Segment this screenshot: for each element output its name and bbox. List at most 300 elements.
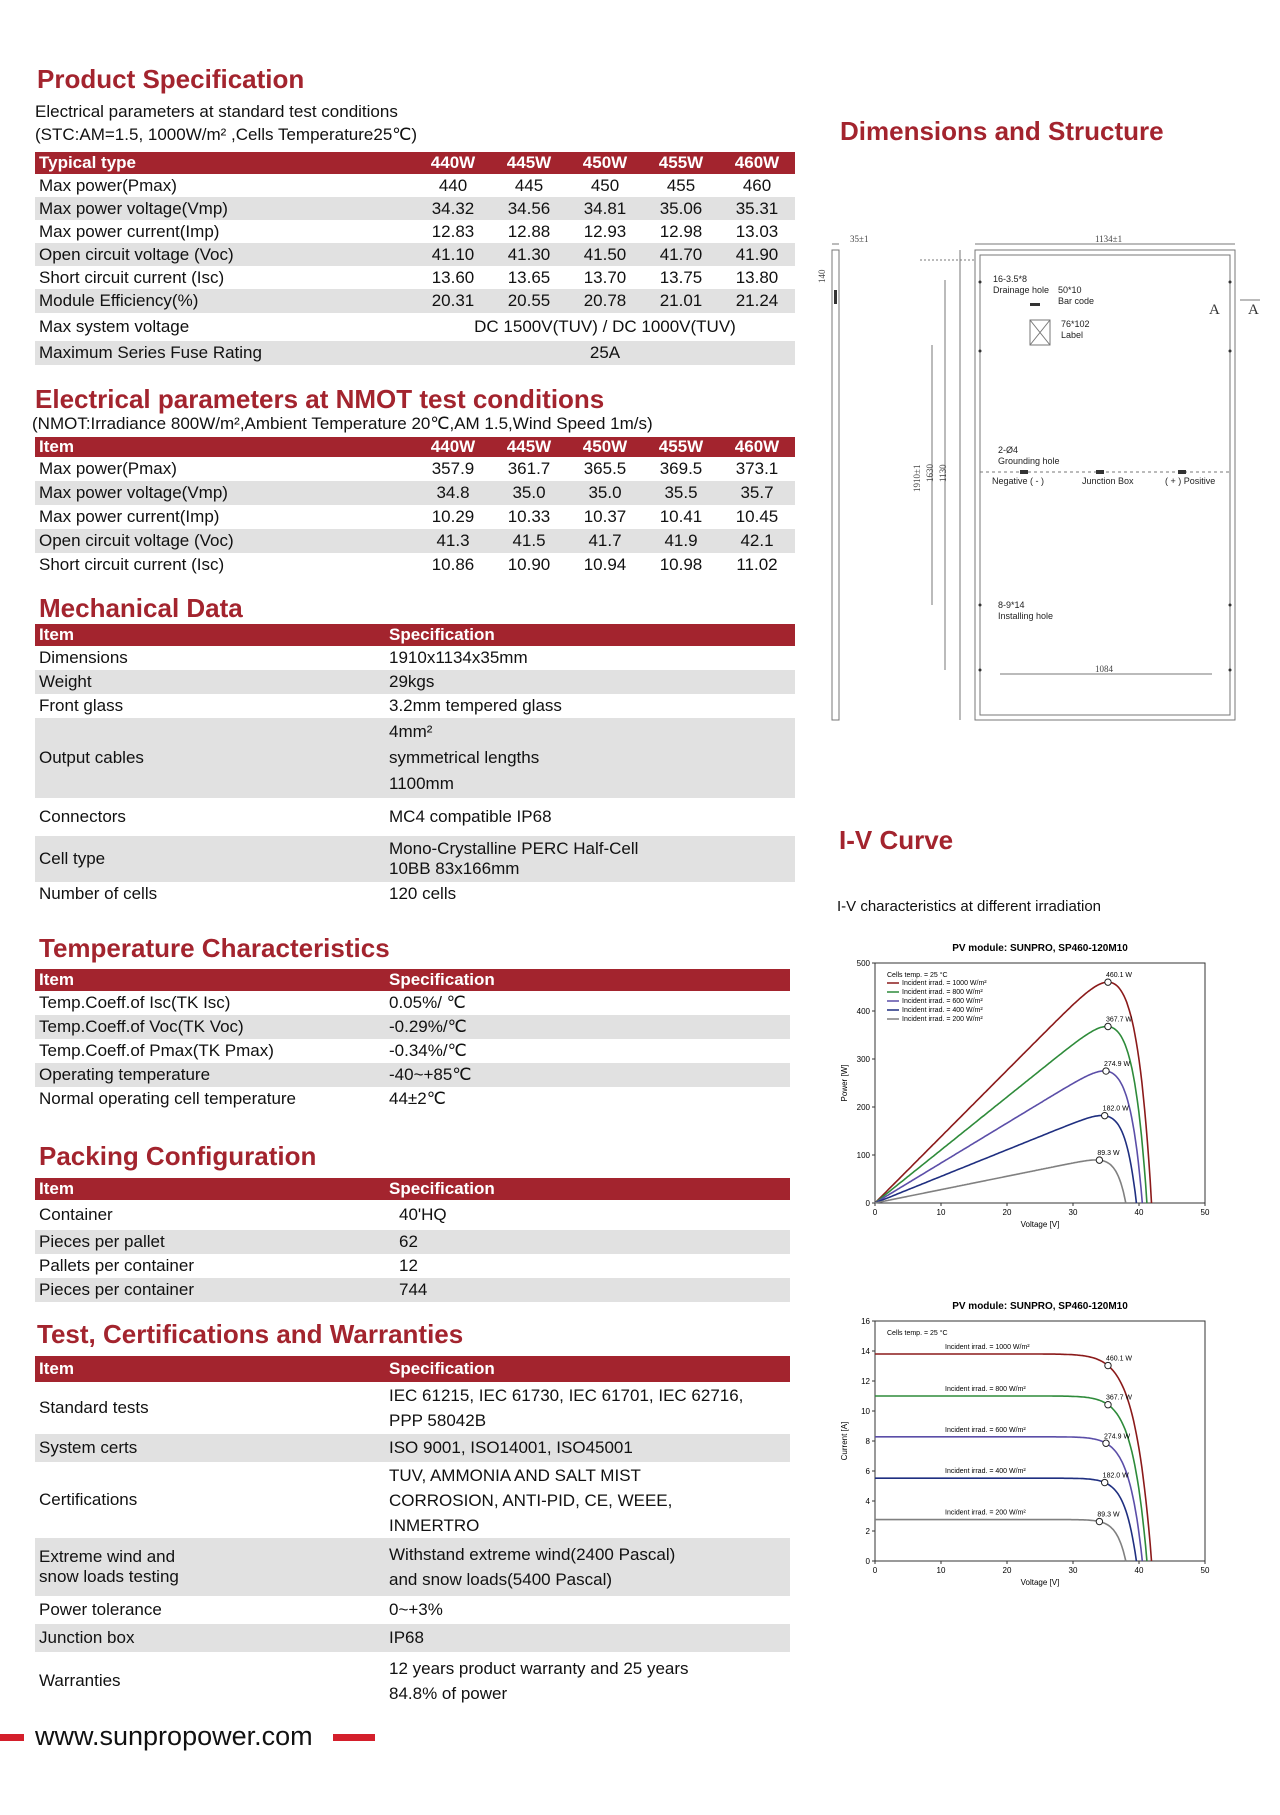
pack-value: 744: [385, 1278, 790, 1302]
nmot-label: Short circuit current (Isc): [39, 555, 225, 574]
section-a-left: A: [1209, 302, 1220, 318]
nmot-value: 41.7: [567, 529, 643, 553]
mpp-label: 460.1 W: [1105, 1355, 1133, 1363]
y-tick-label: 0: [865, 1557, 870, 1566]
legend-entry: Incident irrad. = 200 W/m²: [902, 1016, 983, 1023]
install-spec: 8-9*14: [998, 600, 1025, 610]
nmot-header-cell: 450W: [567, 437, 643, 457]
tests-label-line: System certs: [39, 1438, 138, 1457]
nmot-value: 365.5: [583, 459, 627, 478]
stc-header-cell: 440W: [415, 152, 491, 174]
mpp-point: [1096, 1518, 1102, 1524]
tests-label: [35, 1538, 385, 1596]
barcode-mark: [1030, 303, 1040, 306]
x-tick-label: 10: [936, 1566, 946, 1575]
mpp-label: 89.3 W: [1097, 1150, 1120, 1158]
negative-label: Negative ( - ): [992, 476, 1045, 486]
mechanical-table: [35, 624, 795, 906]
tests-value-line: IEC 61215, IEC 61730, IEC 61701, IEC 62716,: [389, 1386, 744, 1405]
footer-url[interactable]: www.sunpropower.com: [35, 1721, 313, 1751]
mech-label: Connectors: [39, 807, 126, 826]
legend-entry: Incident irrad. = 1000 W/m²: [902, 980, 987, 987]
temp-value: 0.05%/ ℃: [389, 993, 466, 1012]
pack-header-cell: Item: [35, 1178, 385, 1200]
temp-value: -40~+85℃: [385, 1063, 790, 1087]
series-label: Incident irrad. = 200 W/m²: [945, 1509, 1026, 1517]
mech-value-line: 29kgs: [389, 672, 435, 691]
mech-value: [385, 694, 795, 718]
mech-value-line: symmetrical lengths: [389, 748, 540, 767]
system-voltage-value: DC 1500V(TUV) / DC 1000V(TUV): [474, 317, 736, 336]
x-axis-label: Voltage [V]: [1020, 1220, 1060, 1229]
nmot-value: 41.5: [491, 529, 567, 553]
barcode-label: Bar code: [1058, 296, 1095, 306]
mpp-point: [1105, 1362, 1111, 1368]
nmot-value: 11.02: [736, 555, 778, 574]
mpp-point: [1103, 1068, 1109, 1074]
stc-header-cell: 445W: [491, 152, 567, 174]
nmot-header-item: Item: [35, 437, 415, 457]
stc-value: 35.06: [643, 197, 719, 220]
chart-title: PV module: SUNPRO, SP460-120M10: [952, 943, 1128, 954]
drain-label: Drainage hole: [993, 285, 1050, 295]
series-label: Incident irrad. = 800 W/m²: [945, 1386, 1026, 1393]
mech-value-line: Mono-Crystalline PERC Half-Cell: [389, 839, 639, 858]
pack-header-row: [35, 1178, 790, 1200]
x-tick-label: 0: [872, 1566, 878, 1575]
legend-entry: Incident irrad. = 600 W/m²: [902, 998, 983, 1005]
tests-value: [385, 1652, 790, 1710]
nmot-header-cell: 440W: [415, 437, 491, 457]
y-tick-label: 16: [861, 1317, 870, 1326]
nmot-value: 361.7: [507, 459, 551, 478]
mpp-point: [1103, 1440, 1109, 1446]
dim-1084: 1084: [1095, 664, 1113, 674]
stc-row: [35, 220, 795, 243]
stc-value: 460: [742, 175, 772, 195]
dim-1910: 1910±1: [912, 464, 922, 492]
stc-value: 13.03: [735, 221, 779, 241]
barcode-spec: 50*10: [1058, 285, 1082, 295]
section-a-right: A: [1248, 302, 1259, 318]
mpp-label: 367.7 W: [1105, 1016, 1133, 1024]
nmot-row: [35, 553, 795, 577]
legend-title: Cells temp. = 25 °C: [887, 972, 948, 979]
side-profile: [832, 250, 839, 720]
y-tick-label: 4: [865, 1497, 870, 1506]
tests-value-line: 0~+3%: [389, 1600, 443, 1619]
nmot-value: 35.0: [491, 481, 567, 505]
product-spec-title: Product Specification: [37, 64, 305, 94]
temp-row: [35, 1087, 790, 1111]
stc-header-cell: 450W: [567, 152, 643, 174]
tests-value: [385, 1596, 790, 1624]
packing-title: Packing Configuration: [39, 1141, 317, 1171]
dim-1630: 1630: [925, 464, 935, 482]
jbox-label: Junction Box: [1082, 476, 1134, 486]
dim-140: 140: [817, 269, 827, 283]
x-tick-label: 30: [1068, 1566, 1078, 1575]
x-tick-label: 50: [1200, 1566, 1210, 1575]
mpp-label: 274.9 W: [1104, 1433, 1131, 1441]
tests-row: [35, 1434, 790, 1462]
label-spec: 76*102: [1061, 319, 1090, 329]
pack-row: [35, 1200, 790, 1230]
mech-value-line: 1100mm: [389, 774, 454, 793]
nmot-row: [35, 481, 795, 505]
ground-label: Grounding hole: [998, 456, 1060, 466]
tests-value-line: ISO 9001, ISO14001, ISO45001: [389, 1438, 633, 1457]
temp-row: [35, 1039, 790, 1063]
stc-row: [35, 174, 795, 197]
x-tick-label: 10: [936, 1208, 946, 1217]
stc-value: 13.65: [507, 267, 551, 287]
pack-label: Pieces per pallet: [35, 1230, 385, 1254]
mech-row: [35, 836, 795, 882]
nmot-value: 35.7: [719, 481, 795, 505]
y-axis-label: Current [A]: [840, 1421, 849, 1461]
stc-value: 41.90: [719, 243, 795, 266]
nmot-label: Open circuit voltage (Voc): [35, 529, 415, 553]
y-tick-label: 12: [861, 1377, 870, 1386]
stc-row: [35, 266, 795, 289]
footer-bar-left: [0, 1734, 24, 1741]
mech-header-cell: Item: [35, 624, 385, 646]
nmot-table: [35, 437, 795, 577]
mech-header-cell: Specification: [385, 624, 795, 646]
x-tick-label: 0: [872, 1208, 878, 1217]
pack-value: 40'HQ: [399, 1205, 447, 1224]
nmot-value: 369.5: [659, 459, 703, 478]
nmot-value: 10.98: [659, 555, 703, 574]
mechanical-title: Mechanical Data: [39, 593, 243, 623]
stc-value: 41.50: [567, 243, 643, 266]
stc-label: Module Efficiency(%): [35, 289, 415, 313]
temp-header-cell: Specification: [385, 969, 790, 991]
tests-value-line: Withstand extreme wind(2400 Pascal): [389, 1545, 676, 1564]
stc-value: 21.01: [643, 289, 719, 313]
series-label: Incident irrad. = 1000 W/m²: [945, 1344, 1030, 1351]
stc-row: [35, 341, 795, 365]
system-voltage-label: Max system voltage: [39, 317, 190, 336]
nmot-value: 373.1: [735, 459, 779, 478]
stc-value: 34.56: [491, 197, 567, 220]
dim-1130: 1130: [938, 464, 948, 482]
tests-row: [35, 1382, 790, 1434]
stc-header-item: Typical type: [35, 152, 415, 174]
mpp-label: 460.1 W: [1105, 972, 1133, 980]
stc-value: 450: [590, 175, 620, 195]
y-tick-label: 6: [865, 1467, 870, 1476]
stc-value: 41.30: [491, 243, 567, 266]
stc-value: 21.24: [719, 289, 795, 313]
tests-value-line: and snow loads(5400 Pascal): [389, 1570, 613, 1589]
temp-label: Temp.Coeff.of Isc(TK Isc): [39, 993, 231, 1012]
nmot-conditions: (NMOT:Irradiance 800W/m²,Ambient Temperature 20℃,AM 1.5,Wind Speed 1m/s): [32, 414, 653, 433]
mpp-point: [1105, 1402, 1111, 1408]
fuse-value: 25A: [415, 341, 795, 365]
mech-value: [385, 798, 795, 836]
nmot-value: 10.86: [431, 555, 475, 574]
mpp-point: [1105, 979, 1111, 985]
iv-subtitle: I-V characteristics at different irradiation: [837, 898, 1102, 915]
stc-label: Max power current(Imp): [39, 221, 220, 241]
stc-value: 455: [666, 175, 696, 195]
nmot-value: 10.41: [659, 507, 703, 526]
temp-row: [35, 991, 790, 1015]
temp-value: -0.29%/℃: [385, 1015, 790, 1039]
x-tick-label: 40: [1134, 1566, 1144, 1575]
mech-value-line: 4mm²: [389, 722, 433, 741]
mpp-label: 367.7 W: [1105, 1394, 1133, 1402]
stc-value: 41.10: [415, 243, 491, 266]
y-tick-label: 100: [856, 1151, 870, 1160]
legend-entry: Incident irrad. = 800 W/m²: [902, 989, 983, 996]
mpp-point: [1101, 1112, 1107, 1118]
stc-value: 440: [438, 175, 468, 195]
nmot-label: Max power(Pmax): [39, 459, 177, 478]
mech-label: Number of cells: [39, 884, 158, 903]
tests-label-line: Power tolerance: [39, 1600, 162, 1619]
negative-connector: [1020, 470, 1028, 474]
pack-value: 62: [385, 1230, 790, 1254]
tests-value: [385, 1624, 790, 1652]
tests-label: [35, 1624, 385, 1652]
pack-header-cell: Specification: [385, 1178, 790, 1200]
stc-value: 34.32: [415, 197, 491, 220]
y-tick-label: 8: [865, 1437, 870, 1446]
ground-spec: 2-Ø4: [998, 445, 1019, 455]
chart-title: PV module: SUNPRO, SP460-120M10: [952, 1301, 1128, 1312]
series-label: Incident irrad. = 600 W/m²: [945, 1426, 1026, 1434]
temp-label: Normal operating cell temperature: [39, 1089, 297, 1108]
temperature-title: Temperature Characteristics: [39, 933, 390, 963]
packing-table: [35, 1178, 790, 1302]
mpp-point: [1105, 1023, 1111, 1029]
dim-top-width: 1134±1: [1095, 234, 1123, 244]
tests-row: [35, 1538, 790, 1596]
mpp-point: [1101, 1479, 1107, 1485]
tests-value-line: PPP 58042B: [389, 1411, 487, 1430]
tests-value-line: CORROSION, ANTI-PID, CE, WEEE,: [389, 1490, 673, 1510]
stc-conditions: (STC:AM=1.5, 1000W/m² ,Cells Temperature25℃): [35, 125, 418, 144]
mech-row: [35, 798, 795, 836]
tests-label: [35, 1434, 385, 1462]
nmot-value: 10.37: [583, 507, 627, 526]
mech-value: [385, 836, 795, 882]
tests-value-line: 84.8% of power: [389, 1684, 508, 1703]
x-tick-label: 30: [1068, 1208, 1078, 1217]
legend-title: Cells temp. = 25 °C: [887, 1330, 948, 1337]
mech-label: Weight: [35, 670, 385, 694]
mech-label: Output cables: [35, 718, 385, 798]
stc-value: 445: [514, 175, 544, 195]
stc-row: [35, 243, 795, 266]
temp-label: Temp.Coeff.of Voc(TK Voc): [35, 1015, 385, 1039]
mpp-label: 182.0 W: [1102, 1472, 1129, 1480]
temp-header-row: [35, 969, 790, 991]
nmot-value: 42.1: [719, 529, 795, 553]
stc-value: 35.31: [719, 197, 795, 220]
tests-label-line: Extreme wind and: [39, 1547, 176, 1566]
x-tick-label: 50: [1200, 1208, 1210, 1217]
series-label: Incident irrad. = 400 W/m²: [945, 1468, 1026, 1476]
stc-label: Open circuit voltage (Voc): [35, 243, 415, 266]
mech-row: [35, 882, 795, 906]
stc-value: 20.55: [491, 289, 567, 313]
temp-label: Temp.Coeff.of Pmax(TK Pmax): [39, 1041, 274, 1060]
mech-label: Cell type: [35, 836, 385, 882]
mech-row: [35, 694, 795, 718]
nmot-value: 357.9: [431, 459, 475, 478]
y-tick-label: 200: [856, 1103, 870, 1112]
mech-value-line: 1910x1134x35mm: [389, 648, 528, 667]
stc-header-row: [35, 152, 795, 174]
y-axis-label: Power [W]: [840, 1064, 849, 1102]
drain-spec: 16-3.5*8: [993, 274, 1028, 284]
nmot-title: Electrical parameters at NMOT test conditions: [35, 384, 605, 414]
stc-value: 12.98: [659, 221, 703, 241]
stc-header-cell: 460W: [719, 152, 795, 174]
nmot-row: [35, 457, 795, 481]
power-voltage-chart: [835, 935, 1225, 1235]
tests-label: [35, 1382, 385, 1434]
x-tick-label: 40: [1134, 1208, 1144, 1217]
install-label: Installing hole: [998, 611, 1054, 621]
stc-label: Short circuit current (Isc): [39, 267, 225, 287]
junction-box-mark: [1096, 470, 1104, 474]
mpp-label: 182.0 W: [1102, 1105, 1129, 1113]
temp-value: -0.34%/℃: [389, 1041, 467, 1060]
plot-area: [875, 1321, 1205, 1561]
positive-label: ( + ) Positive: [1165, 476, 1216, 486]
tests-label-line: snow loads testing: [39, 1567, 179, 1586]
stc-header-cell: 455W: [643, 152, 719, 174]
y-tick-label: 14: [861, 1347, 870, 1356]
mech-value-line: 3.2mm tempered glass: [389, 696, 562, 715]
temp-value: 44±2℃: [389, 1089, 446, 1108]
nmot-value: 10.94: [583, 555, 627, 574]
stc-value: 41.70: [643, 243, 719, 266]
pack-label: Pieces per container: [35, 1278, 385, 1302]
x-tick-label: 20: [1002, 1208, 1012, 1217]
pack-row: [35, 1254, 790, 1278]
tests-label: [35, 1462, 385, 1538]
tests-row: [35, 1652, 790, 1710]
stc-value: 13.70: [583, 267, 627, 287]
stc-value: 12.83: [431, 221, 475, 241]
fuse-label: Maximum Series Fuse Rating: [35, 341, 415, 365]
temp-header-cell: Item: [35, 969, 385, 991]
tests-row: [35, 1596, 790, 1624]
y-tick-label: 2: [865, 1527, 870, 1536]
stc-table: [35, 152, 795, 365]
temp-row: [35, 1015, 790, 1039]
nmot-value: 10.29: [431, 507, 475, 526]
stc-row: [35, 197, 795, 220]
mech-value: [385, 646, 795, 670]
tests-value: [385, 1382, 790, 1434]
tests-label: [35, 1596, 385, 1624]
y-tick-label: 400: [856, 1007, 870, 1016]
nmot-header-cell: 445W: [491, 437, 567, 457]
mech-label: Dimensions: [39, 648, 128, 667]
tests-value: [385, 1462, 790, 1538]
stc-label: Max power voltage(Vmp): [35, 197, 415, 220]
nmot-row: [35, 529, 795, 553]
nmot-value: 41.9: [643, 529, 719, 553]
tests-value-line: IP68: [389, 1628, 424, 1647]
mpp-label: 89.3 W: [1097, 1511, 1120, 1519]
stc-row: [35, 313, 795, 341]
mech-value-line: 10BB 83x166mm: [389, 859, 520, 878]
tests-label-line: Standard tests: [39, 1398, 149, 1417]
temp-row: [35, 1063, 790, 1087]
nmot-value: 10.45: [735, 507, 779, 526]
nmot-row: [35, 505, 795, 529]
y-tick-label: 300: [856, 1055, 870, 1064]
stc-value: 20.31: [415, 289, 491, 313]
temperature-table: [35, 969, 790, 1111]
stc-description: Electrical parameters at standard test conditions: [35, 102, 398, 121]
tests-row: [35, 1624, 790, 1652]
nmot-value: 10.33: [507, 507, 551, 526]
tests-label-line: Certifications: [39, 1490, 138, 1509]
positive-connector: [1178, 470, 1186, 474]
nmot-value: 34.8: [415, 481, 491, 505]
tests-value: [385, 1434, 790, 1462]
stc-value: 12.93: [583, 221, 627, 241]
nmot-label: Max power current(Imp): [39, 507, 220, 526]
mech-value: [385, 882, 795, 906]
tests-value-line: TUV, AMMONIA AND SALT MIST: [389, 1465, 641, 1485]
stc-value: 13.80: [735, 267, 779, 287]
y-tick-label: 10: [861, 1407, 870, 1416]
pack-row: [35, 1230, 790, 1254]
nmot-header-cell: 455W: [643, 437, 719, 457]
x-tick-label: 20: [1002, 1566, 1012, 1575]
mech-value-line: 120 cells: [389, 884, 457, 903]
stc-value: 34.81: [567, 197, 643, 220]
tests-header-cell: Specification: [385, 1356, 790, 1382]
tests-label-line: Junction box: [39, 1628, 135, 1647]
legend-entry: Incident irrad. = 400 W/m²: [902, 1007, 983, 1014]
mech-value: [385, 670, 795, 694]
tests-value-line: 12 years product warranty and 25 years: [389, 1659, 689, 1678]
y-tick-label: 0: [865, 1199, 870, 1208]
mpp-point: [1096, 1157, 1102, 1163]
pack-value: 12: [399, 1256, 418, 1275]
tests-header-cell: Item: [35, 1356, 385, 1382]
stc-value: 13.75: [659, 267, 703, 287]
stc-label: Max power(Pmax): [39, 175, 177, 195]
label-label: Label: [1061, 330, 1084, 340]
footer-bar-right: [333, 1734, 375, 1741]
tests-value: [385, 1538, 790, 1596]
nmot-value: 35.5: [643, 481, 719, 505]
mech-row: [35, 670, 795, 694]
iv-title: I-V Curve: [839, 825, 954, 855]
tests-row: [35, 1462, 790, 1538]
mech-header-row: [35, 624, 795, 646]
tests-value-line: INMERTRO: [389, 1515, 480, 1535]
nmot-value: 41.3: [415, 529, 491, 553]
temp-label: Operating temperature: [35, 1063, 385, 1087]
pack-row: [35, 1278, 790, 1302]
stc-value: 20.78: [567, 289, 643, 313]
dim-side-width: 35±1: [850, 234, 869, 244]
tests-table: [35, 1356, 790, 1710]
